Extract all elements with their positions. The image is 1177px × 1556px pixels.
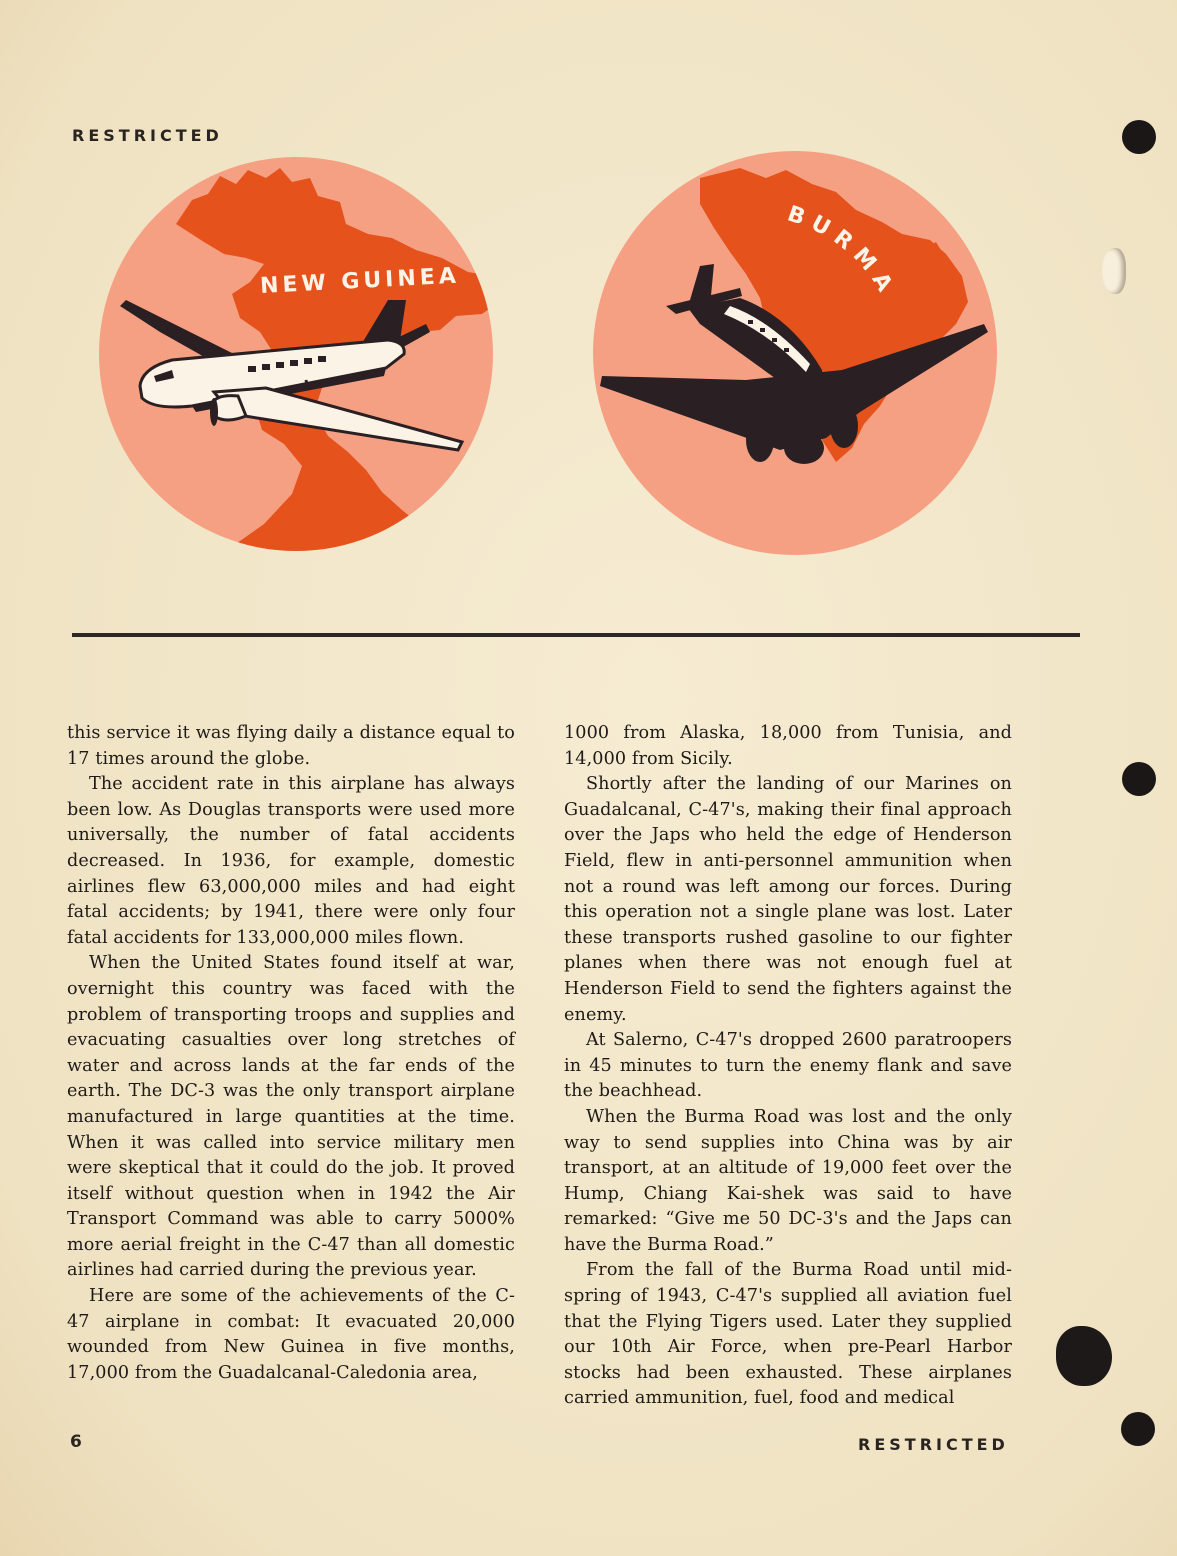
paragraph: At Salerno, C-47's dropped 2600 paratroopers in 45 minutes to turn the enemy flank and save the beachhead. (564, 1030, 1012, 1102)
header-restricted-label: RESTRICTED (72, 126, 223, 145)
map-label-burma: BURMA (784, 201, 901, 303)
propeller (210, 398, 218, 426)
right-engine (830, 404, 858, 448)
nose (784, 432, 824, 464)
torn-punch-hole (1056, 1326, 1112, 1386)
burma-illustration (590, 148, 1000, 558)
paragraph: When the Burma Road was lost and the only way to send supplies into China was by air transport, at an altitude of 19,000 feet over the Hump, Chiang Kai-shek was said to have remarked: “Give me 50 DC-3's and the Japs can have the Burma Road.” (564, 1106, 1012, 1255)
binder-punch-hole (1121, 1412, 1155, 1446)
torn-punch-hole (1102, 248, 1126, 294)
paragraph: From the fall of the Burma Road until mid-spring of 1943, C-47's supplied all aviation fuel that the Flying Tigers used. Later they supplied our 10th Air Force, when pre-Pearl Harbor stocks had been exhausted. These airplanes carried ammunition, fuel, food and medical (564, 1260, 1012, 1409)
binder-punch-hole (1122, 120, 1156, 154)
paragraph: Shortly after the landing of our Marines on Guadalcanal, C-47's, making their final approach over the Japs who held the edge of Henderson Field, flew in anti-personnel ammunition when not a round was left among our forces. During this operation not a single plane was lost. Later these transports rushed gasoline to our fighter planes when there was not enough fuel at Henderson Field to send the fighters against the enemy. (564, 774, 1012, 1025)
landing-gear (306, 380, 308, 390)
left-engine (746, 418, 774, 462)
new-guinea-illustration (96, 154, 496, 554)
paragraph: this service it was flying daily a distance equal to 17 times around the globe. (67, 723, 515, 769)
right-text-column (564, 721, 1012, 1412)
paragraph: 1000 from Alaska, 18,000 from Tunisia, and 14,000 from Sicily. (564, 723, 1012, 769)
paragraph: Here are some of the achievements of the C-47 airplane in combat: It evacuated 20,000 wounded from New Guinea in five months, 17,000 from the Guadalcanal-Caledonia area, (67, 1286, 515, 1383)
page-number: 6 (70, 1432, 82, 1452)
paragraph: The accident rate in this airplane has always been low. As Douglas transports were used more universally, the number of fatal accidents decreased. In 1936, for example, domestic airlines flew 63,000,000 miles and had eight fatal accidents; by 1941, there were only four fatal accidents for 133,000,000 miles flown. (67, 774, 515, 948)
binder-punch-hole (1122, 762, 1156, 796)
left-text-column (67, 721, 515, 1386)
horizontal-rule (72, 633, 1080, 637)
footer-restricted-label: RESTRICTED (858, 1435, 1009, 1454)
map-label-new-guinea: NEW GUINEA (259, 263, 461, 300)
paragraph: When the United States found itself at war, overnight this country was faced with the problem of transporting troops and supplies and evacuating casualties over long stretches of water and across lands at the far ends of the earth. The DC-3 was the only transport airplane manufactured in large quantities at the time. When it was called into service military men were skeptical that it could do the job. It proved itself without question when in 1942 the Air Transport Command was able to carry 5000% more aerial freight in the C-47 than all domestic airlines had carried during the previous year. (67, 953, 515, 1281)
